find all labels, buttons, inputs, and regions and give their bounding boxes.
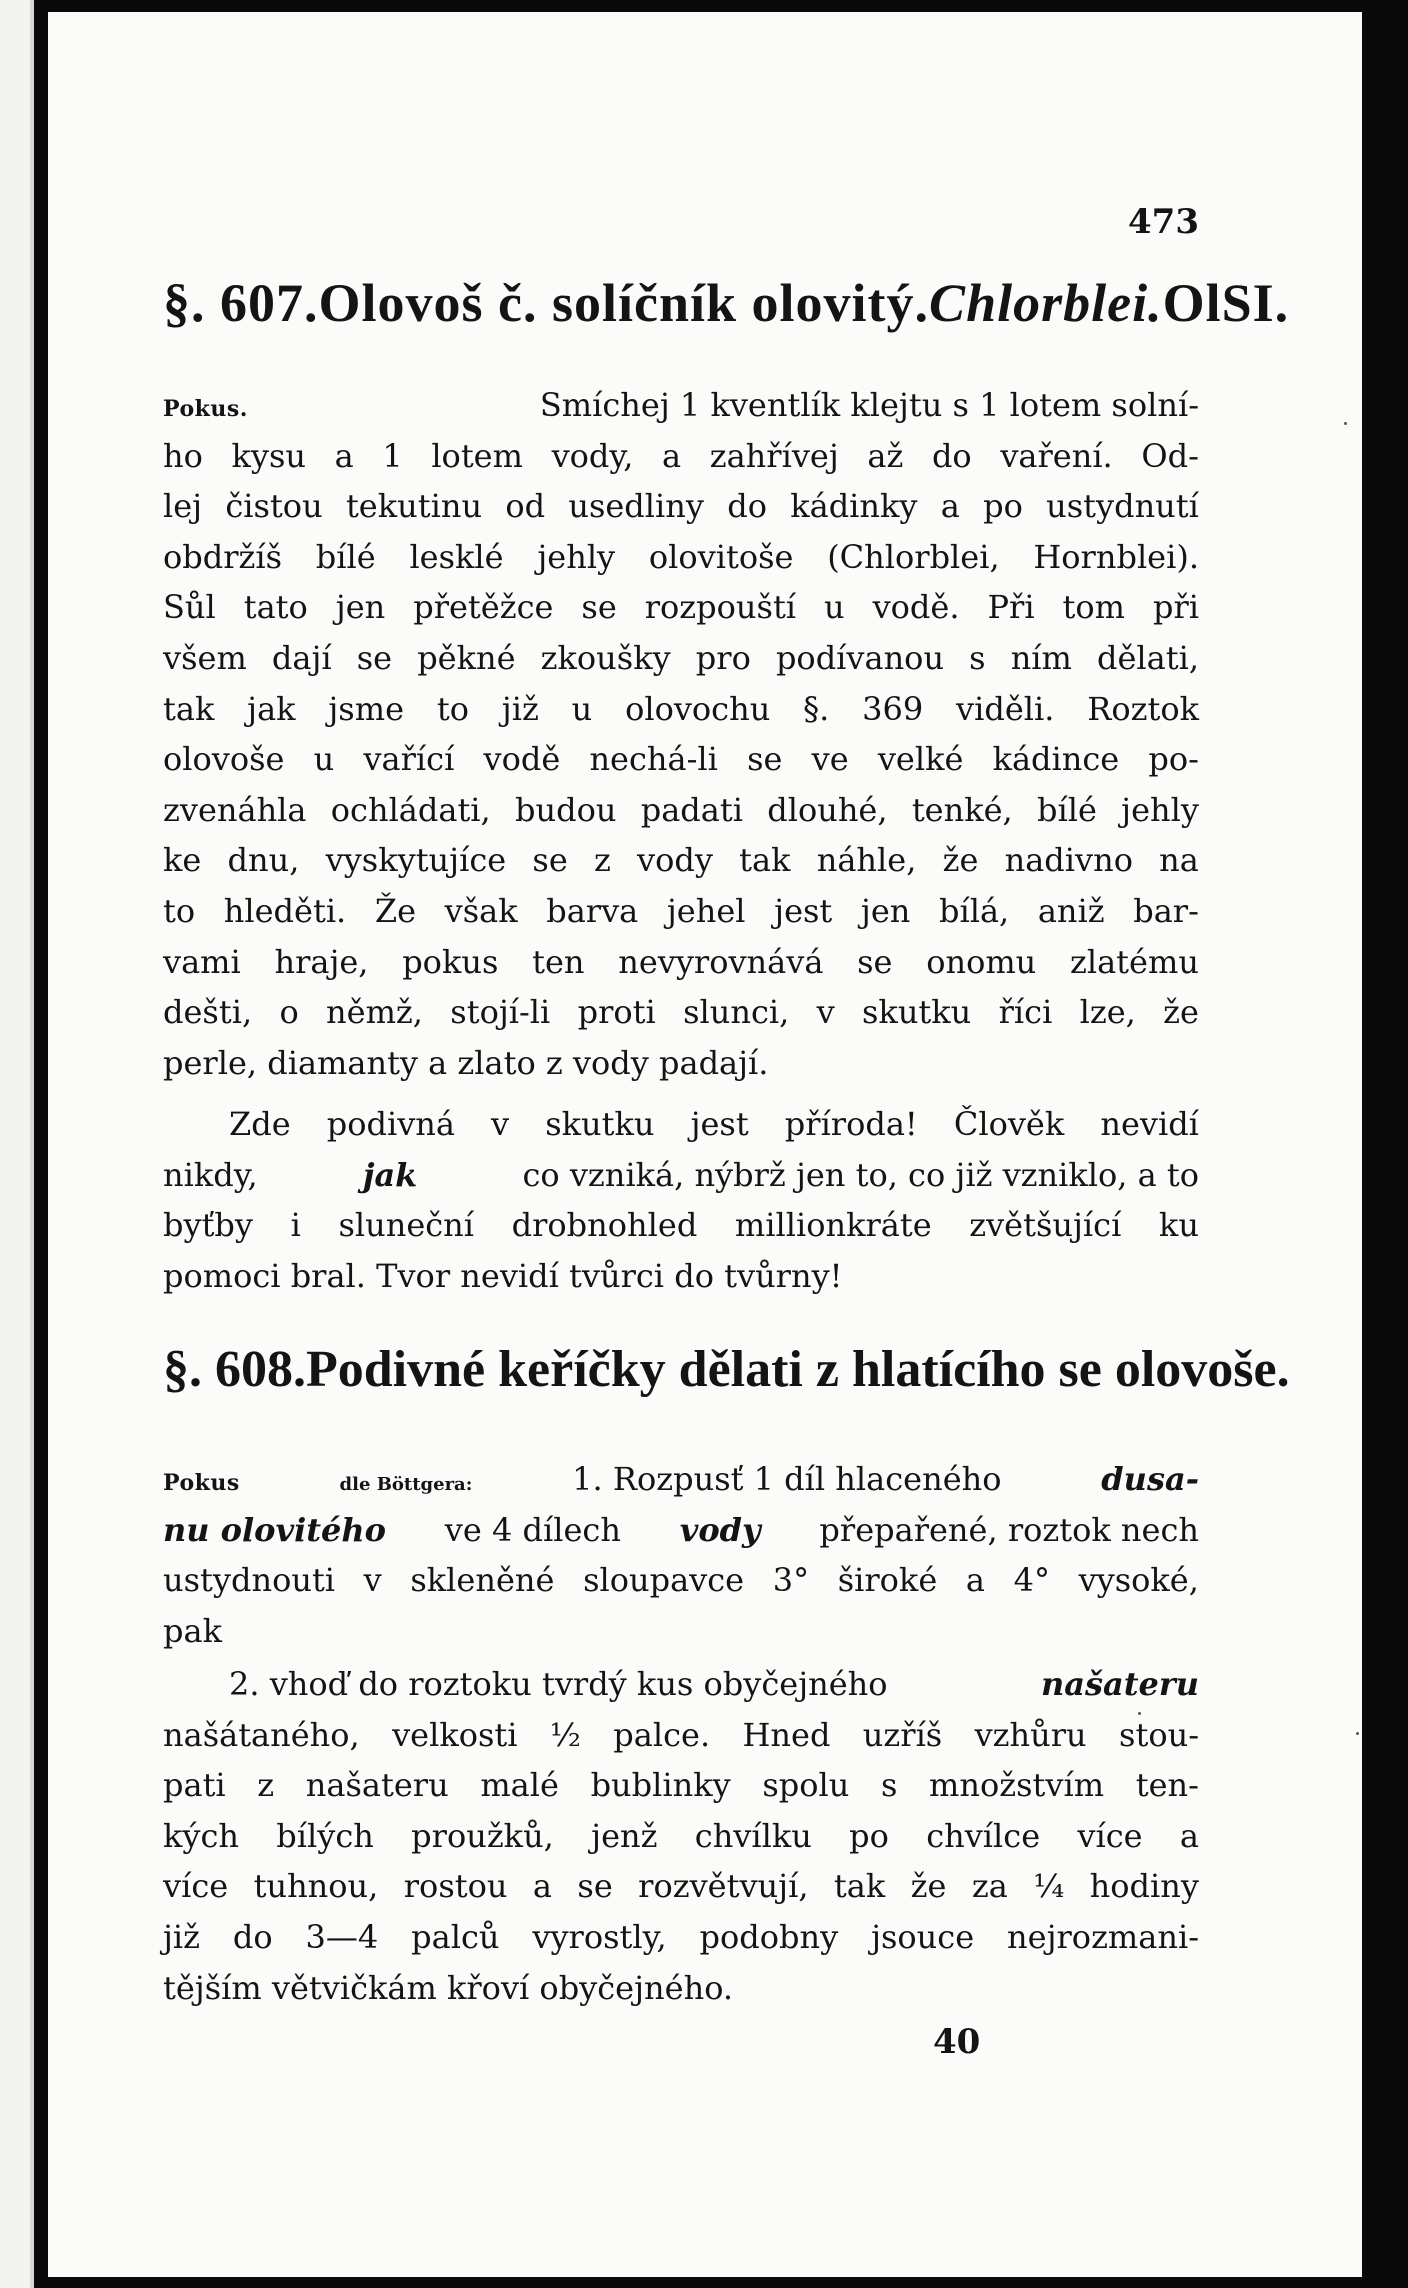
word: do [931,436,972,475]
word: již [163,1917,201,1956]
word: hodiny [1089,1867,1199,1906]
print-speck [1138,1712,1141,1715]
word: čistou [225,487,323,526]
word: do [232,1917,273,1956]
word: němž, [326,993,423,1032]
word: říci [998,993,1053,1032]
word: ním [1010,638,1072,677]
word: do [727,487,767,526]
word: nadivno [1004,841,1133,880]
word: se [356,638,393,677]
text-line [163,582,1199,633]
word: ke [163,841,202,880]
text-line [163,1710,1199,1761]
word: drobnohled [511,1206,698,1245]
text-span: jak [362,1155,418,1194]
word: vařící [363,740,455,779]
word: tak [833,1867,886,1906]
word: se [532,841,568,880]
word: viděli. [956,689,1055,728]
word: však [444,891,518,930]
word: tak [739,841,791,880]
word: usedliny [568,487,704,526]
word: se [577,1867,613,1906]
text-span: našateru [1040,1665,1199,1703]
word: více [1077,1816,1143,1855]
text-span: 1. Rozpusť 1 díl hlaceného [572,1460,1002,1498]
paragraph-3 [163,1454,1199,1656]
word: rozvětvují, [638,1867,809,1906]
word: nejrozmani- [1007,1917,1199,1956]
word: a [334,436,354,475]
word: skutku [545,1105,655,1143]
word: u [571,689,593,728]
book-page [48,12,1362,2277]
text-line [163,1454,1199,1505]
word: i [290,1206,301,1245]
word: kých [163,1816,239,1855]
section-607-heading [163,272,1290,334]
text-span: 2. vhoď do roztoku tvrdý kus obyčejného [229,1665,888,1703]
word: lze, [1079,993,1136,1032]
word: chvílce [926,1816,1041,1855]
section-608-title: Podivné keříčky dělati z hlatícího se olovoše. [306,1341,1290,1398]
word: ho [163,436,203,475]
word: tekutinu [345,487,483,526]
word: ten [532,942,585,981]
text-line [163,1606,1199,1657]
text-line [163,532,1199,583]
word: že [910,1867,947,1906]
word: o [279,993,299,1032]
word: lesklé [409,537,504,576]
text-line [163,1505,1199,1556]
word: 4° [1013,1561,1050,1600]
word: již [501,689,539,728]
word: uzříš [862,1715,943,1754]
text-line [163,1200,1199,1251]
word: od [505,487,546,526]
word: u [313,740,335,779]
word: dělati, [1096,638,1199,677]
word: ten- [1135,1766,1199,1805]
text-line [163,684,1199,735]
text-line [163,987,1199,1038]
text-span: ve 4 dílech [444,1510,621,1549]
page-number: 473 [1128,202,1199,242]
word: náhle, [816,841,917,880]
word: z [257,1766,275,1805]
word: bílé [1037,790,1097,829]
text-span: přepařené, roztok nech [819,1510,1199,1549]
word: spolu [762,1766,850,1805]
word: §. [803,689,830,728]
word: zvenáhla [163,790,307,829]
word: u [824,588,845,627]
word: kysu [231,436,306,475]
word: byťby [163,1206,253,1245]
word: hleděti. [223,891,347,930]
text-line [163,1760,1199,1811]
word: (Chlorblei, [827,537,1000,576]
word: bílých [276,1816,374,1855]
text-line [163,633,1199,684]
word: aniž [1037,891,1105,930]
word: Roztok [1087,689,1199,728]
word: a [532,1867,552,1906]
word: vody [637,841,713,880]
word: skutku [862,993,972,1032]
word: pěkné [417,638,516,677]
text-span: nikdy, [163,1155,258,1194]
text-line [163,1150,1199,1201]
word: zlatému [1070,942,1199,981]
word: při [1152,588,1199,627]
word: sluneční [338,1206,475,1245]
word: proužků, [411,1816,554,1855]
word: lotem [431,436,523,475]
word: tenké, [911,790,1013,829]
text-line [163,937,1199,988]
word: jest [690,1105,749,1143]
word: pati [163,1766,226,1805]
word: našátaného, [163,1715,360,1754]
word: a [940,487,960,526]
word: za [971,1867,1008,1906]
word: vyskytujíce [325,841,507,880]
word: s [880,1766,898,1805]
word: tuhnou, [253,1867,379,1906]
word: dešti, [163,993,253,1032]
text-line [163,1811,1199,1862]
word: Při [987,588,1035,627]
word: v [363,1561,382,1600]
word: v [816,993,835,1032]
word: ¼ [1033,1867,1065,1906]
paragraph-2 [163,1099,1199,1301]
section-608-heading [163,1340,1290,1399]
word: se [857,942,893,981]
word: až [867,436,904,475]
text-span: dusa- [1101,1460,1199,1498]
word: pokus [402,942,499,981]
text-line [163,886,1199,937]
word: jsouce [871,1917,975,1956]
text-span: vody [679,1510,761,1549]
section-607-number: §. 607. [163,273,319,333]
word: rostou [403,1867,508,1906]
word: kádince [992,740,1120,779]
word: Sůl [163,588,216,627]
word: chvílku [694,1816,812,1855]
word: to [163,891,196,930]
word: jen [860,891,911,930]
word: ochládati, [330,790,491,829]
text-line [163,1555,1199,1606]
word: tom [1062,588,1125,627]
text-line [163,835,1199,886]
word: vody, [551,436,634,475]
word: podobny [699,1917,839,1956]
word: jen [335,588,386,627]
word: zvětšující [969,1206,1122,1245]
print-speck [1356,1732,1359,1735]
word: dají [271,638,332,677]
section-607-title: Olovoš č. solíčník olovitý. [318,273,930,333]
word: jest [774,891,833,930]
word: Hornblei). [1033,537,1199,576]
word: ½ [549,1715,581,1754]
signature-mark: 40 [933,2022,981,2062]
word: vami [163,942,241,981]
word: jehel [666,891,746,930]
word: padati [640,790,743,829]
word: skleněné [410,1561,555,1600]
word: našateru [305,1766,449,1805]
text-span: perle, diamanty a zlato z vody padají. [163,1043,769,1082]
text-span: nu olovitého [163,1510,387,1549]
word: se [581,588,617,627]
word: stou- [1119,1715,1199,1754]
text-line [163,1038,1199,1089]
word: a [1179,1816,1199,1855]
word: proti [577,993,656,1032]
word: všem [163,638,247,677]
word: millionkráte [734,1206,932,1245]
word: nechá-li [589,740,718,779]
word: vzhůru [974,1715,1087,1754]
section-608-number: §. 608. [163,1341,306,1398]
word: ustydnutí [1046,487,1199,526]
text-line [163,380,1199,431]
word: 1 [382,436,403,475]
word: podívanou [775,638,945,677]
word: bílá, [939,891,1010,930]
text-span: pomoci bral. Tvor nevidí tvůrci do tvůrny! [163,1256,843,1295]
word: Zde [229,1105,291,1143]
text-line [163,734,1199,785]
word: široké [837,1561,938,1600]
word: jak [247,689,296,728]
section-607-formula: OlSI. [1162,273,1290,333]
word: onomu [926,942,1037,981]
word: palce. [613,1715,711,1754]
adjacent-page-edge [0,0,34,2288]
word: ku [1158,1206,1199,1245]
word: slunci, [683,993,790,1032]
text-line [163,1963,1199,2014]
word: jehly [1121,790,1199,829]
word: se [747,740,783,779]
word: ustydnouti [163,1561,336,1600]
word: Od- [1141,436,1199,475]
word: barva [546,891,639,930]
word: jsme [328,689,404,728]
word: jenž [591,1816,658,1855]
word: sloupavce [583,1561,745,1600]
word: dlouhé, [767,790,888,829]
word: že [942,841,979,880]
word: velké [877,740,964,779]
word: budou [514,790,617,829]
text-span: Pokus [163,1470,240,1496]
word: zkoušky [540,638,671,677]
word: vyrostly, [532,1917,667,1956]
text-span: pak [163,1611,222,1650]
word: zahřívej [709,436,839,475]
word: stojí-li [450,993,551,1032]
word: hraje, [274,942,369,981]
word: bílé [315,537,376,576]
word: malé [480,1766,559,1805]
paragraph-1 [163,380,1199,1088]
word: rozpouští [644,588,797,627]
word: bar- [1133,891,1199,930]
text-line [163,1099,1199,1150]
word: pro [695,638,751,677]
word: vodě. [872,588,960,627]
text-line [163,1861,1199,1912]
word: olovochu [625,689,771,728]
word: 3° [772,1561,810,1600]
section-607-german-name: Chlorblei. [929,273,1163,333]
text-span: Pokus. [163,396,248,422]
word: po [849,1816,889,1855]
word: s [969,638,986,677]
word: na [1159,841,1199,880]
word: že [1163,993,1199,1032]
word: lej [163,487,203,526]
word: bublinky [590,1766,731,1805]
word: ve [811,740,849,779]
word: palců [411,1917,500,1956]
word: obdržíš [163,537,283,576]
word: a [965,1561,985,1600]
word: Člověk [953,1105,1065,1143]
word: množstvím [929,1766,1105,1805]
text-span: Smíchej 1 kventlík klejtu s 1 lotem solní- [539,386,1199,424]
word: nevyrovnává [618,942,824,981]
text-line [163,1251,1199,1302]
word: po- [1148,740,1199,779]
word: příroda! [784,1105,918,1143]
paragraph-4 [163,1659,1199,2013]
word: velkosti [392,1715,518,1754]
text-line [163,1912,1199,1963]
word: a [662,436,682,475]
word: to [436,689,469,728]
word: nevidí [1100,1105,1199,1143]
word: olovitoše [648,537,794,576]
word: tato [243,588,308,627]
text-line [163,1659,1199,1710]
word: Hned [742,1715,831,1754]
word: dnu, [227,841,300,880]
word: Že [374,891,417,930]
text-line [163,431,1199,482]
word: 369 [862,689,924,728]
word: tak [163,689,215,728]
word: olovoše [163,740,285,779]
text-line [163,785,1199,836]
word: kádinky [790,487,918,526]
word: podivná [326,1105,455,1143]
word: v [491,1105,510,1143]
word: více [163,1867,229,1906]
text-span: tějším větvičkám křoví obyčejného. [163,1968,734,2007]
text-span: co vzniká, nýbrž jen to, co již vzniklo, a to [522,1155,1199,1194]
text-span: dle Böttgera: [339,1474,473,1495]
word: po [983,487,1023,526]
word: 3—4 [305,1917,379,1956]
text-line [163,481,1199,532]
word: jehly [537,537,616,576]
print-speck [1344,422,1347,425]
word: z [593,841,611,880]
word: přetěžce [413,588,554,627]
word: vodě [483,740,561,779]
word: vysoké, [1078,1561,1199,1600]
word: vaření. [1000,436,1113,475]
